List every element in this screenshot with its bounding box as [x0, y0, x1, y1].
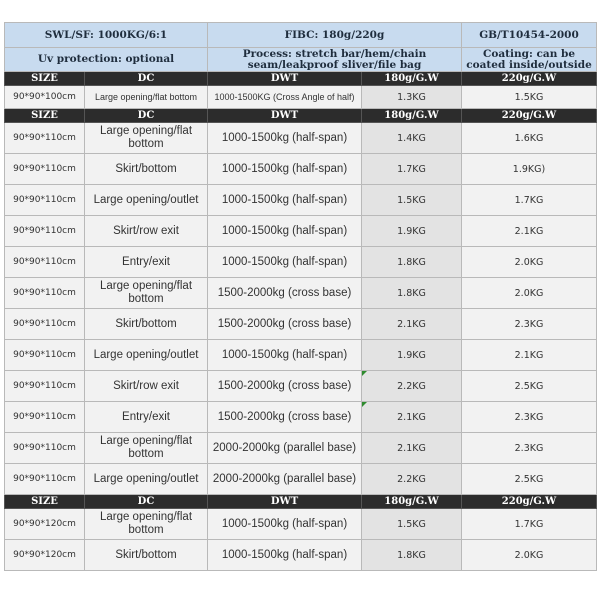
dc-cell: Large opening/outlet	[85, 340, 208, 371]
column-header-weight-180g: 180g/G.W	[362, 72, 462, 86]
table-row	[5, 433, 597, 464]
table-row	[5, 123, 597, 154]
column-header-weight-220g: 220g/G.W	[462, 109, 597, 123]
column-header-row	[5, 109, 597, 123]
size-cell: 90*90*110cm	[5, 371, 85, 402]
dc-cell: Skirt/bottom	[85, 154, 208, 185]
table-row	[5, 309, 597, 340]
weight-180g-cell: 1.7KG	[362, 154, 462, 185]
dwt-cell: 2000-2000kg (parallel base)	[208, 433, 362, 464]
dwt-cell: 1000-1500kg (half-span)	[208, 154, 362, 185]
dc-cell: Large opening/flat bottom	[85, 86, 208, 109]
header-swl-sf: SWL/SF: 1000KG/6:1	[5, 23, 208, 48]
size-cell: 90*90*110cm	[5, 402, 85, 433]
weight-180g-cell: 2.2KG	[362, 464, 462, 495]
dc-cell: Skirt/bottom	[85, 540, 208, 571]
weight-180g-cell: 1.9KG	[362, 340, 462, 371]
column-header-size: SIZE	[5, 109, 85, 123]
dc-cell: Entry/exit	[85, 402, 208, 433]
weight-180g-cell: 2.1KG	[362, 433, 462, 464]
size-cell: 90*90*110cm	[5, 309, 85, 340]
table-row	[5, 509, 597, 540]
size-cell: 90*90*120cm	[5, 540, 85, 571]
table-row	[5, 340, 597, 371]
column-header-row	[5, 495, 597, 509]
weight-220g-cell: 1.7KG	[462, 509, 597, 540]
size-cell: 90*90*110cm	[5, 216, 85, 247]
weight-180g-cell: 2.1KG	[362, 402, 462, 433]
column-header-dc: DC	[85, 495, 208, 509]
weight-180g-cell: 2.2KG	[362, 371, 462, 402]
dc-cell: Skirt/row exit	[85, 216, 208, 247]
table-row	[5, 464, 597, 495]
weight-220g-cell: 2.0KG	[462, 540, 597, 571]
dwt-cell: 2000-2000kg (parallel base)	[208, 464, 362, 495]
size-cell: 90*90*100cm	[5, 86, 85, 109]
weight-180g-cell: 1.3KG	[362, 86, 462, 109]
size-cell: 90*90*110cm	[5, 433, 85, 464]
size-cell: 90*90*110cm	[5, 154, 85, 185]
weight-220g-cell: 2.3KG	[462, 402, 597, 433]
weight-220g-cell: 1.5KG	[462, 86, 597, 109]
weight-180g-cell: 1.8KG	[362, 540, 462, 571]
column-header-weight-220g: 220g/G.W	[462, 495, 597, 509]
column-header-dc: DC	[85, 109, 208, 123]
dwt-cell: 1000-1500kg (half-span)	[208, 340, 362, 371]
table-row	[5, 154, 597, 185]
spec-table-container	[4, 22, 596, 571]
header-row-2	[5, 48, 597, 72]
weight-220g-cell: 2.5KG	[462, 464, 597, 495]
column-header-dwt: DWT	[208, 495, 362, 509]
column-header-dwt: DWT	[208, 72, 362, 86]
column-header-weight-180g: 180g/G.W	[362, 109, 462, 123]
size-cell: 90*90*110cm	[5, 247, 85, 278]
size-cell: 90*90*110cm	[5, 123, 85, 154]
dwt-cell: 1000-1500kg (half-span)	[208, 216, 362, 247]
header-standard: GB/T10454-2000	[462, 23, 597, 48]
weight-220g-cell: 2.3KG	[462, 309, 597, 340]
weight-180g-cell: 2.1KG	[362, 309, 462, 340]
dc-cell: Large opening/flat bottom	[85, 509, 208, 540]
table-row	[5, 86, 597, 109]
spec-table-body	[5, 23, 597, 571]
dc-cell: Entry/exit	[85, 247, 208, 278]
weight-180g-cell: 1.8KG	[362, 278, 462, 309]
header-row-1	[5, 23, 597, 48]
weight-220g-cell: 1.7KG	[462, 185, 597, 216]
column-header-dc: DC	[85, 72, 208, 86]
header-uv-protection: Uv protection: optional	[5, 48, 208, 72]
table-row	[5, 540, 597, 571]
column-header-size: SIZE	[5, 495, 85, 509]
table-row	[5, 216, 597, 247]
dc-cell: Skirt/bottom	[85, 309, 208, 340]
size-cell: 90*90*110cm	[5, 185, 85, 216]
size-cell: 90*90*110cm	[5, 464, 85, 495]
dwt-cell: 1500-2000kg (cross base)	[208, 278, 362, 309]
column-header-size: SIZE	[5, 72, 85, 86]
table-row	[5, 371, 597, 402]
weight-180g-cell: 1.8KG	[362, 247, 462, 278]
dwt-cell: 1000-1500kg (half-span)	[208, 185, 362, 216]
weight-220g-cell: 2.1KG	[462, 216, 597, 247]
header-coating: Coating: can be coated inside/outside	[462, 48, 597, 72]
table-row	[5, 402, 597, 433]
weight-220g-cell: 2.0KG	[462, 278, 597, 309]
fibc-spec-table	[4, 22, 597, 571]
weight-220g-cell: 1.9KG)	[462, 154, 597, 185]
size-cell: 90*90*120cm	[5, 509, 85, 540]
dwt-cell: 1000-1500KG (Cross Angle of half)	[208, 86, 362, 109]
dc-cell: Large opening/flat bottom	[85, 433, 208, 464]
weight-180g-cell: 1.5KG	[362, 509, 462, 540]
weight-180g-cell: 1.9KG	[362, 216, 462, 247]
dc-cell: Skirt/row exit	[85, 371, 208, 402]
dwt-cell: 1500-2000kg (cross base)	[208, 309, 362, 340]
dwt-cell: 1500-2000kg (cross base)	[208, 402, 362, 433]
dc-cell: Large opening/outlet	[85, 185, 208, 216]
weight-180g-cell: 1.5KG	[362, 185, 462, 216]
weight-220g-cell: 2.0KG	[462, 247, 597, 278]
dwt-cell: 1000-1500kg (half-span)	[208, 247, 362, 278]
column-header-weight-220g: 220g/G.W	[462, 72, 597, 86]
table-row	[5, 185, 597, 216]
header-fibc: FIBC: 180g/220g	[208, 23, 462, 48]
size-cell: 90*90*110cm	[5, 340, 85, 371]
weight-220g-cell: 2.3KG	[462, 433, 597, 464]
dc-cell: Large opening/flat bottom	[85, 123, 208, 154]
dwt-cell: 1000-1500kg (half-span)	[208, 509, 362, 540]
dwt-cell: 1500-2000kg (cross base)	[208, 371, 362, 402]
weight-220g-cell: 2.5KG	[462, 371, 597, 402]
dwt-cell: 1000-1500kg (half-span)	[208, 123, 362, 154]
dc-cell: Large opening/outlet	[85, 464, 208, 495]
table-row	[5, 247, 597, 278]
weight-220g-cell: 2.1KG	[462, 340, 597, 371]
column-header-weight-180g: 180g/G.W	[362, 495, 462, 509]
column-header-dwt: DWT	[208, 109, 362, 123]
weight-220g-cell: 1.6KG	[462, 123, 597, 154]
table-row	[5, 278, 597, 309]
dc-cell: Large opening/flat bottom	[85, 278, 208, 309]
weight-180g-cell: 1.4KG	[362, 123, 462, 154]
size-cell: 90*90*110cm	[5, 278, 85, 309]
dwt-cell: 1000-1500kg (half-span)	[208, 540, 362, 571]
column-header-row	[5, 72, 597, 86]
header-process: Process: stretch bar/hem/chain seam/leakproof sliver/file bag	[208, 48, 462, 72]
